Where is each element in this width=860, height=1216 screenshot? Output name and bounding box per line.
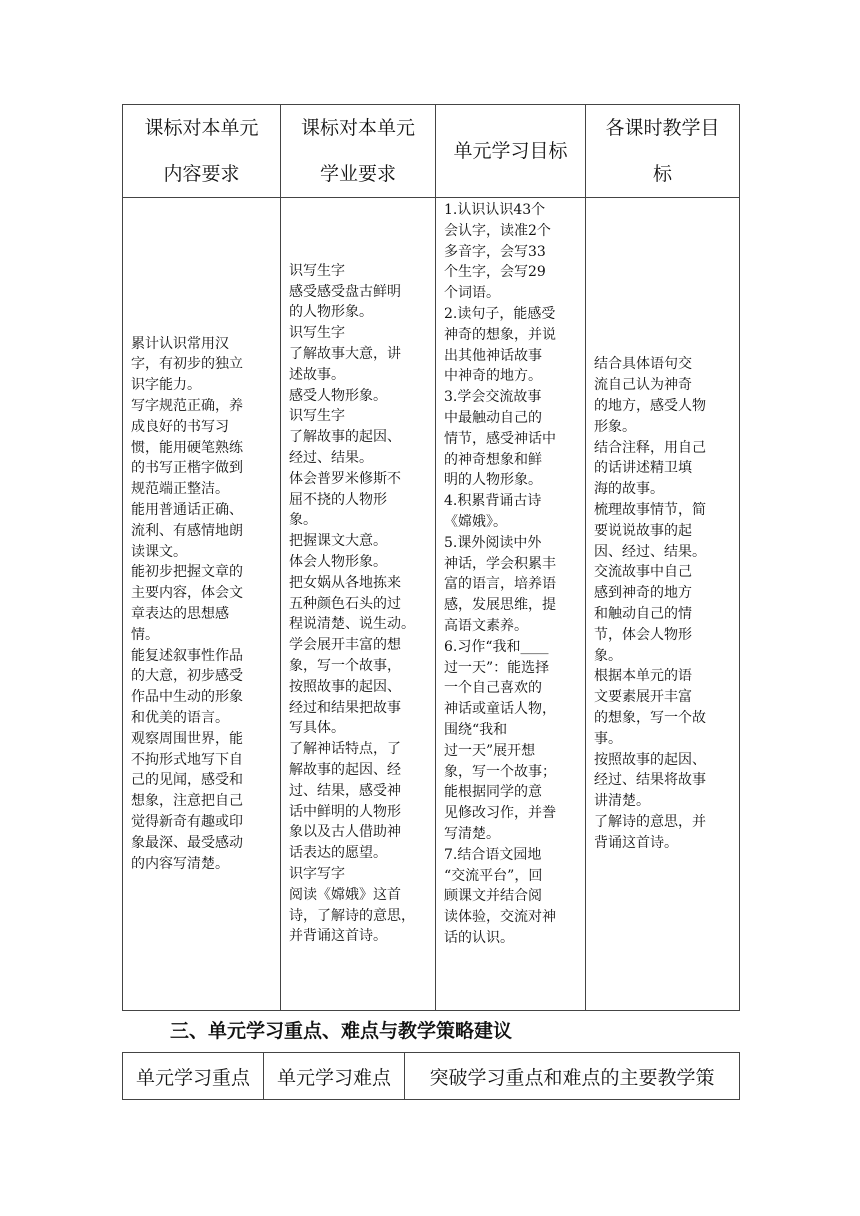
text-line: 的话讲述精卫填 <box>594 460 692 477</box>
header-difficulties: 单元学习难点 <box>264 1053 405 1100</box>
text-line: 述故事。 <box>289 366 345 383</box>
text-line: 结合注释，用自己 <box>594 439 706 456</box>
text-line: 诗，了解诗的意思， <box>289 907 415 924</box>
text-line: 个词语。 <box>444 285 500 302</box>
text-line: 感受感受盘古鲜明 <box>289 283 401 300</box>
text-line: 的神奇想象和鲜 <box>444 451 542 468</box>
text-line: 识字能力。 <box>131 377 201 394</box>
text-line: 把握课文大意。 <box>289 533 387 550</box>
text-line: 事。 <box>594 730 622 747</box>
text-line: 流自己认为神奇 <box>594 377 692 394</box>
section-title: 三、单元学习重点、难点与教学策略建议 <box>170 1020 513 1042</box>
text-line: 梳理故事情节，简 <box>594 502 706 519</box>
text-line: 的想象，写一个故 <box>594 709 706 726</box>
text-line: 形象。 <box>594 418 636 435</box>
text-line: 体会普罗米修斯不 <box>289 470 401 487</box>
text-line: 话的认识。 <box>444 929 514 946</box>
text-line: 主要内容，体会文 <box>131 585 243 602</box>
text-line: 了解故事大意，讲 <box>289 346 401 363</box>
cell-academic-requirements <box>281 198 436 1011</box>
text-line: 解故事的起因、经 <box>289 761 401 778</box>
text-line: 屈不挠的人物形 <box>289 491 387 508</box>
text-line: 能初步把握文章的 <box>131 564 243 581</box>
text-line: 的地方，感受人物 <box>594 398 706 415</box>
text-line: 了解故事的起因、 <box>289 429 401 446</box>
text-line: 讲清楚。 <box>594 793 650 810</box>
text-line: 惯，能用硬笔熟练 <box>131 439 243 456</box>
text-line: 了解神话特点，了 <box>289 741 401 758</box>
text-line: 按照故事的起因、 <box>289 678 401 695</box>
text-line: 经过和结果把故事 <box>289 699 401 716</box>
unit-requirements-table <box>122 104 740 1011</box>
text-line: 五种颜色石头的过 <box>289 595 401 612</box>
header-academic-requirements: 课标对本单元 学业要求 <box>281 105 436 198</box>
cell-lesson-goals <box>586 198 740 1011</box>
table-body-row <box>123 198 740 1011</box>
text-line: 明的人物形象。 <box>444 472 542 489</box>
text-line: 顾课文并结合阅 <box>444 888 542 905</box>
text-line: 中最触动自己的 <box>444 409 542 426</box>
text-line: “交流平台”，回 <box>444 867 543 884</box>
text-line: 根据本单元的语 <box>594 668 692 685</box>
table-header-row <box>123 105 740 198</box>
text-line: 体会人物形象。 <box>289 554 387 570</box>
text-line: 把女娲从各地拣来 <box>289 574 401 591</box>
text-line: 识字写字 <box>289 865 345 882</box>
text-line: 并背诵这首诗。 <box>289 928 387 945</box>
header-unit-goals: 单元学习目标 <box>436 105 586 198</box>
text-line: 观察周围世界，能 <box>131 730 243 747</box>
text-line: 交流故事中自己 <box>594 564 692 581</box>
text-line: 读体验，交流对神 <box>444 909 556 926</box>
header-key-points: 单元学习重点 <box>123 1053 264 1100</box>
text-line: 识写生字 <box>289 408 345 425</box>
text-line: 文要素展开丰富 <box>594 689 692 706</box>
text-line: 出其他神话故事 <box>444 347 542 364</box>
text-line: 字，有初步的独立 <box>131 356 243 373</box>
text-line: 7.结合语文园地 <box>444 846 542 863</box>
text-line: 写清楚。 <box>444 825 500 842</box>
text-line: 章表达的思想感 <box>131 606 229 622</box>
text-line: 高语文素养。 <box>444 617 528 634</box>
text-line: 神奇的想象，并说 <box>444 326 556 343</box>
text-line: 规范端正整洁。 <box>131 481 229 498</box>
text-line: 4.积累背诵古诗 <box>444 493 542 510</box>
text-line: 多音字，会写33 <box>444 243 546 260</box>
text-line: 3.学会交流故事 <box>444 389 542 406</box>
text-line: 要说说故事的起 <box>594 522 692 539</box>
text-line: 能复述叙事性作品 <box>131 647 243 664</box>
text-line: 象以及古人借助神 <box>289 824 401 841</box>
text-line: 能根据同学的意 <box>444 784 542 801</box>
text-line: 象。 <box>289 512 317 529</box>
key-points-table <box>122 1052 740 1100</box>
text-line: 的人物形象。 <box>289 304 373 321</box>
text-line: 见修改习作，并誊 <box>444 805 556 822</box>
text-line: 读课文。 <box>131 543 187 560</box>
text-line: 能用普通话正确、 <box>131 502 243 519</box>
text-line: 因、经过、结果。 <box>594 543 706 560</box>
cell-unit-goals <box>436 198 586 1011</box>
text-line: 富的语言，培养语 <box>444 576 556 593</box>
cell-content-requirements <box>123 198 281 1011</box>
text-line: 己的见闻，感受和 <box>131 772 243 789</box>
text-line: 结合具体语句交 <box>594 356 692 373</box>
header-content-requirements: 课标对本单元 内容要求 <box>123 105 281 198</box>
text-line: 围绕“我和 <box>444 721 508 738</box>
text-line: 过一天”：能选择 <box>444 659 550 676</box>
text-line: 识写生字 <box>289 325 345 342</box>
text-line: 不拘形式地写下自 <box>131 751 243 768</box>
text-line: 5.课外阅读中外 <box>444 534 542 551</box>
text-line: 累计认识常用汉 <box>131 335 229 352</box>
text-line: 觉得新奇有趣或印 <box>131 813 243 830</box>
text-line: 一个自己喜欢的 <box>444 680 542 697</box>
text-line: 感到神奇的地方 <box>594 585 692 602</box>
text-line: 成良好的书写习 <box>131 418 229 435</box>
text-line: 节，体会人物形 <box>594 626 692 643</box>
text-line: 感，发展思维，提 <box>444 597 556 614</box>
text-line: 流利、有感情地朗 <box>131 522 243 539</box>
text-line: 的内容写清楚。 <box>131 855 229 872</box>
text-line: 写字规范正确，养 <box>131 398 243 415</box>
text-line: 象最深、最受感动 <box>131 834 243 851</box>
text-line: 过、结果，感受神 <box>289 782 401 799</box>
text-line: 象。 <box>594 647 622 664</box>
text-line: 的书写正楷字做到 <box>131 460 243 477</box>
text-line: 过一天”展开想 <box>444 742 536 759</box>
table-header-row <box>123 1053 740 1100</box>
text-line: 和优美的语言。 <box>131 709 229 726</box>
text-line: 背诵这首诗。 <box>594 834 678 851</box>
text-line: 象，写一个故事； <box>444 763 556 780</box>
text-line: 按照故事的起因、 <box>594 751 706 768</box>
text-line: 个生字，会写29 <box>444 264 546 281</box>
text-line: 作品中生动的形象 <box>131 689 243 706</box>
text-line: 中神奇的地方。 <box>444 368 542 385</box>
text-line: 话中鲜明的人物形 <box>289 803 401 820</box>
text-line: 话表达的愿望。 <box>289 845 387 862</box>
text-line: 的大意，初步感受 <box>131 668 243 685</box>
text-line: 情。 <box>131 626 159 643</box>
text-line: 和触动自己的情 <box>594 606 692 622</box>
text-line: 《嫦娥》。 <box>444 513 507 530</box>
text-line: 经过、结果。 <box>289 450 373 467</box>
text-line: 6.习作“我和____ <box>444 638 549 655</box>
text-line: 情节，感受神话中 <box>444 430 556 447</box>
text-line: 神话或童话人物， <box>444 701 556 718</box>
text-line: 写具体。 <box>289 720 345 737</box>
text-line: 识写生字 <box>289 262 345 279</box>
text-line: 象，写一个故事， <box>289 657 401 674</box>
header-strategies: 突破学习重点和难点的主要教学策 <box>405 1053 740 1100</box>
header-lesson-goals: 各课时教学目 标 <box>586 105 740 198</box>
text-line: 了解诗的意思，并 <box>594 813 706 830</box>
text-line: 神话，学会积累丰 <box>444 555 556 572</box>
text-line: 程说清楚、说生动。 <box>289 616 415 633</box>
text-line: 海的故事。 <box>594 481 664 498</box>
text-line: 经过、结果将故事 <box>594 772 706 789</box>
text-line: 会认字，读准2个 <box>444 222 551 239</box>
text-line: 感受人物形象。 <box>289 387 387 404</box>
text-line: 1.认识认识43个 <box>444 202 546 218</box>
text-line: 2.读句子，能感受 <box>444 305 556 322</box>
text-line: 学会展开丰富的想 <box>289 637 401 654</box>
text-line: 想象，注意把自己 <box>131 793 243 810</box>
text-line: 阅读《嫦娥》这首 <box>289 886 401 903</box>
